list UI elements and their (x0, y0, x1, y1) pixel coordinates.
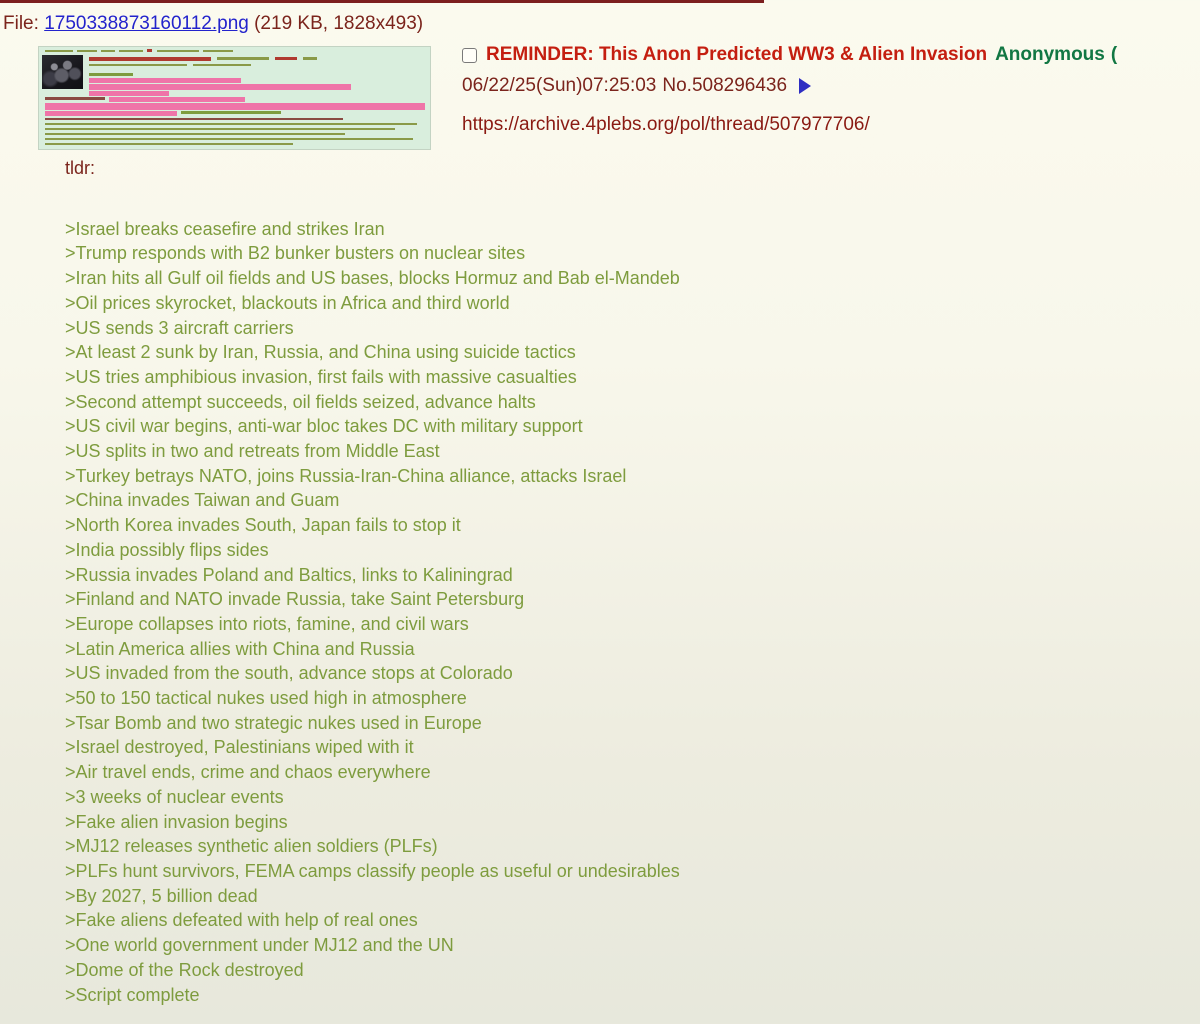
thumbnail-text-bar (193, 64, 251, 66)
thumbnail-text-bar (275, 57, 297, 60)
thumbnail-text-bar (181, 111, 281, 114)
greentext-line: >PLFs hunt survivors, FEMA camps classify people as useful or undesirables (65, 860, 680, 881)
post-subject: REMINDER: This Anon Predicted WW3 & Alien Invasion (486, 44, 988, 65)
greentext-line: >US invaded from the south, advance stops at Colorado (65, 663, 513, 684)
thumbnail-text-bar (45, 123, 417, 125)
poster-id-paren: ( (1110, 44, 1118, 65)
top-red-strip (0, 0, 764, 3)
thumbnail-text-bar (303, 57, 317, 60)
thumbnail-text-bar (89, 84, 351, 90)
file-name-link[interactable]: 1750338873160112.png (44, 13, 249, 34)
greentext-line: >3 weeks of nuclear events (65, 786, 284, 807)
archive-url[interactable]: https://archive.4plebs.org/pol/thread/507977706/ (462, 114, 870, 135)
post-header-line2 (462, 75, 1200, 97)
greentext-line: >By 2027, 5 billion dead (65, 885, 258, 906)
thumbnail-text-bar (109, 97, 245, 102)
greentext-line: >Russia invades Poland and Baltics, links to Kaliningrad (65, 564, 513, 585)
thumbnail-text-bar (119, 50, 143, 52)
poster-name: Anonymous (995, 44, 1105, 65)
thumbnail-text-bar (89, 73, 133, 76)
tldr-label: tldr: (65, 158, 96, 178)
thumbnail-text-bar (45, 143, 293, 145)
greentext-line: >North Korea invades South, Japan fails to stop it (65, 515, 461, 536)
greentext-line: >Oil prices skyrocket, blackouts in Africa and third world (65, 292, 510, 313)
thumbnail-text-bar (157, 50, 199, 52)
post-datetime: 06/22/25(Sun)07:25:03 (462, 75, 657, 96)
thumbnail-text-bar (45, 128, 395, 130)
greentext-line: >Turkey betrays NATO, joins Russia-Iran-China alliance, attacks Israel (65, 465, 627, 486)
thumbnail-text-bar (203, 50, 233, 52)
greentext-line: >Fake aliens defeated with help of real ones (65, 910, 418, 931)
post-number[interactable]: No.508296436 (662, 75, 788, 96)
greentext-line: >US sends 3 aircraft carriers (65, 317, 294, 338)
thumbnail-text-bar (45, 50, 73, 52)
thumbnail-text-bar (89, 91, 169, 96)
post-header (462, 44, 1200, 136)
greentext-line: >At least 2 sunk by Iran, Russia, and China using suicide tactics (65, 342, 576, 363)
greentext-line: >Trump responds with B2 bunker busters on nuclear sites (65, 243, 526, 264)
greentext-line: >Tsar Bomb and two strategic nukes used in Europe (65, 712, 482, 733)
post-checkbox[interactable] (462, 48, 477, 63)
play-triangle-icon[interactable] (799, 78, 811, 94)
thumbnail-text-bar (45, 138, 413, 140)
greentext-line: >India possibly flips sides (65, 539, 269, 560)
thumbnail-text-bar (217, 57, 269, 60)
greentext-line: >US splits in two and retreats from Middle East (65, 441, 440, 462)
thumbnail-text-bar (45, 97, 105, 100)
greentext-line: >Air travel ends, crime and chaos everywhere (65, 762, 431, 783)
greentext-block (65, 217, 1185, 1008)
greentext-line: >Israel destroyed, Palestinians wiped with it (65, 737, 414, 758)
greentext-line: >China invades Taiwan and Guam (65, 490, 340, 511)
post-body-text (65, 156, 1185, 1007)
thumbnail-text-bar (101, 50, 115, 52)
greentext-line: >One world government under MJ12 and the UN (65, 935, 454, 956)
thumbnail-text-bar (147, 49, 152, 52)
greentext-line: >Latin America allies with China and Russia (65, 638, 415, 659)
thumbnail-text-bar (45, 103, 425, 110)
greentext-line: >Iran hits all Gulf oil fields and US bases, blocks Hormuz and Bab el-Mandeb (65, 268, 680, 289)
thumbnail-text-bar (45, 118, 343, 120)
greentext-line: >Europe collapses into riots, famine, and civil wars (65, 613, 469, 634)
thumbnail-text-bar (89, 57, 211, 61)
post-header-line1 (462, 44, 1200, 66)
post-thumbnail[interactable] (38, 46, 431, 150)
greentext-line: >Finland and NATO invade Russia, take Saint Petersburg (65, 589, 525, 610)
thumbnail-text-bar (45, 133, 345, 135)
greentext-line: >Israel breaks ceasefire and strikes Iran (65, 218, 385, 239)
file-meta: (219 KB, 1828x493) (254, 13, 424, 34)
greentext-line: >US civil war begins, anti-war bloc takes DC with military support (65, 416, 583, 437)
thumbnail-photo (42, 55, 83, 89)
thumbnail-text-bar (89, 64, 187, 66)
thumbnail-text-bar (77, 50, 97, 52)
file-info-line (3, 13, 423, 35)
greentext-line: >Script complete (65, 984, 200, 1005)
greentext-line: >Fake alien invasion begins (65, 811, 288, 832)
greentext-line: >Dome of the Rock destroyed (65, 959, 304, 980)
thumbnail-text-bar (45, 111, 177, 116)
greentext-line: >US tries amphibious invasion, first fails with massive casualties (65, 366, 577, 387)
thumbnail-text-bar (89, 78, 241, 83)
file-label: File: (3, 13, 39, 34)
greentext-line: >Second attempt succeeds, oil fields seized, advance halts (65, 391, 536, 412)
greentext-line: >50 to 150 tactical nukes used high in atmosphere (65, 688, 467, 709)
greentext-line: >MJ12 releases synthetic alien soldiers (PLFs) (65, 836, 438, 857)
